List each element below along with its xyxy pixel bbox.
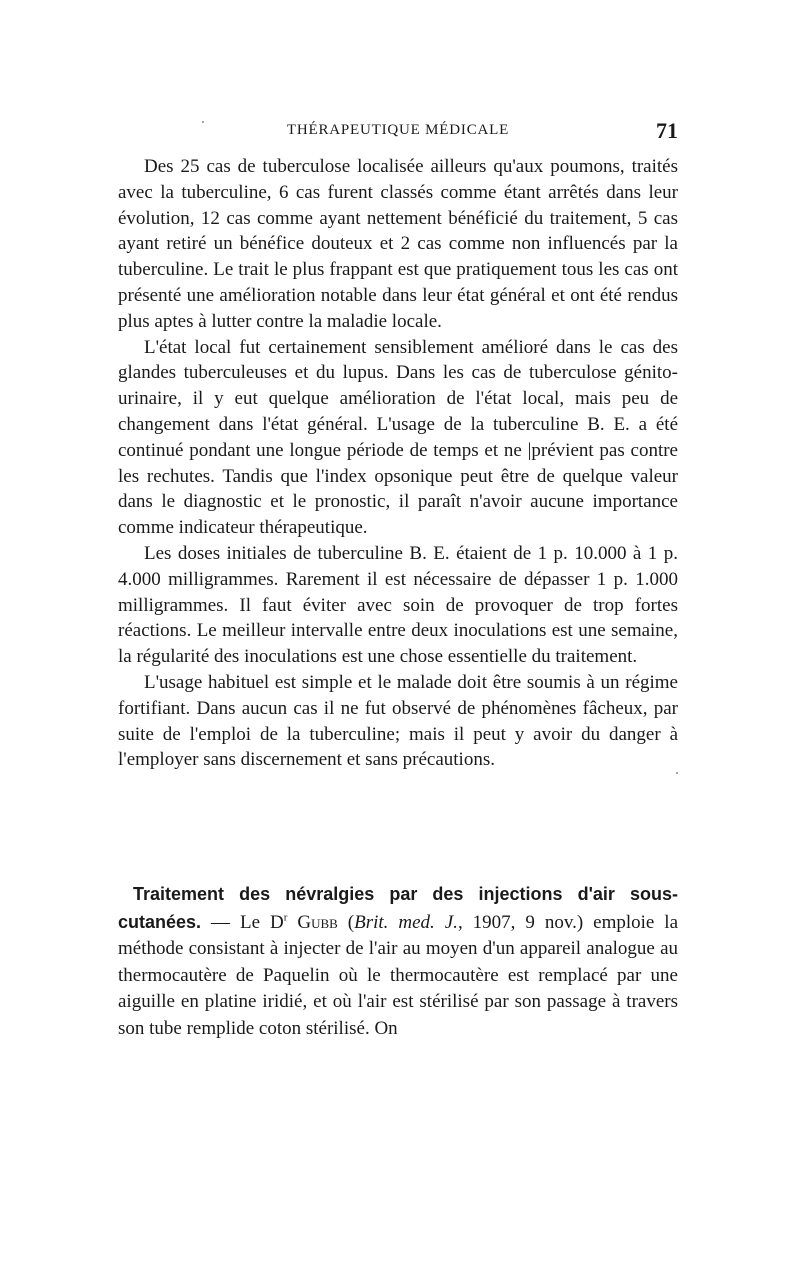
paragraph: L'état local fut certainement sensiblement amélioré dans le cas des glandes tuberculeuses et du lupus. Dans les cas de tuberculose génito-urinaire, il y eut quelque amélioration de l'état local, mais peu de changement dans l'état général. L'usage de la tuberculine B. E. a été continué pondant une longue période de temps et ne |prévient pas contre les rechutes. Tandis que l'index opsonique peut être de quelque valeur dans le diagnostic et le pronostic, il paraît n'avoir aucune importance comme indicateur thérapeutique. — [118, 336, 678, 539]
author-name: Gubb — [297, 911, 338, 933]
section-block — [118, 881, 678, 1042]
paragraph: L'usage habituel est simple et le malade doit être soumis à un régime fortifiant. Dans aucun cas il ne fut observé de phénomènes fâcheux, par suite de l'emploi de la tuberculine; mais il peut y avoir du danger à l'employer sans discernement et sans précautions. — [118, 671, 678, 771]
paragraph: Des 25 cas de tuberculose localisée ailleurs qu'aux poumons, traités avec la tuberculine, 6 cas furent classés comme étant arrêtés dans leur évolution, 12 cas comme ayant nettement bénéficié du traitement, 5 cas ayant retiré un bénéfice douteux et 2 cas comme non influencés par la tuberculine. Le trait le plus frappant est que pratiquement tous les cas ont présenté une amélioration notable dans leur état général et ont été rendus plus aptes à lutter contre la maladie locale. — [118, 156, 678, 332]
doctor-sup: r — [283, 911, 288, 924]
section-text: emploie la méthode consistant à injecter de l'air au moyen d'un appareil analogue au thermocautère de Paquelin où le thermocautère est remplacé par une aiguille en platine iridié, et où l'air est stérilisé par son passage à travers son tube remplide coton stérilisé. On — [118, 911, 679, 1039]
header-title: THÉRAPEUTIQUE MÉDICALE — [286, 122, 510, 138]
running-header — [118, 118, 678, 144]
journal-name: Brit. med. J. — [354, 911, 458, 933]
section-title: Traitement des névralgies par des injections d'air sous-cutanées. — [118, 884, 678, 932]
section-paragraph — [118, 881, 678, 1042]
doctor-abbr: D — [269, 911, 284, 933]
ref-open: ( — [337, 911, 355, 933]
paragraph: Les doses initiales de tuberculine B. E. étaient de 1 p. 10.000 à 1 p. 4.000 milligrammes. Rarement il est nécessaire de dépasser 1 p. 1.000 milligrammes. Il faut éviter avec soin de provoquer de trop fortes réactions. Le meilleur intervalle entre deux inoculations est une semaine, la régularité des inoculations est une chose essentielle du traitement. — [118, 542, 678, 668]
body-text — [118, 154, 678, 773]
section-dash: — Le — [201, 911, 270, 933]
page-number: 71 — [656, 118, 678, 143]
ref-rest: , 1907, 9 nov.) — [457, 911, 584, 933]
